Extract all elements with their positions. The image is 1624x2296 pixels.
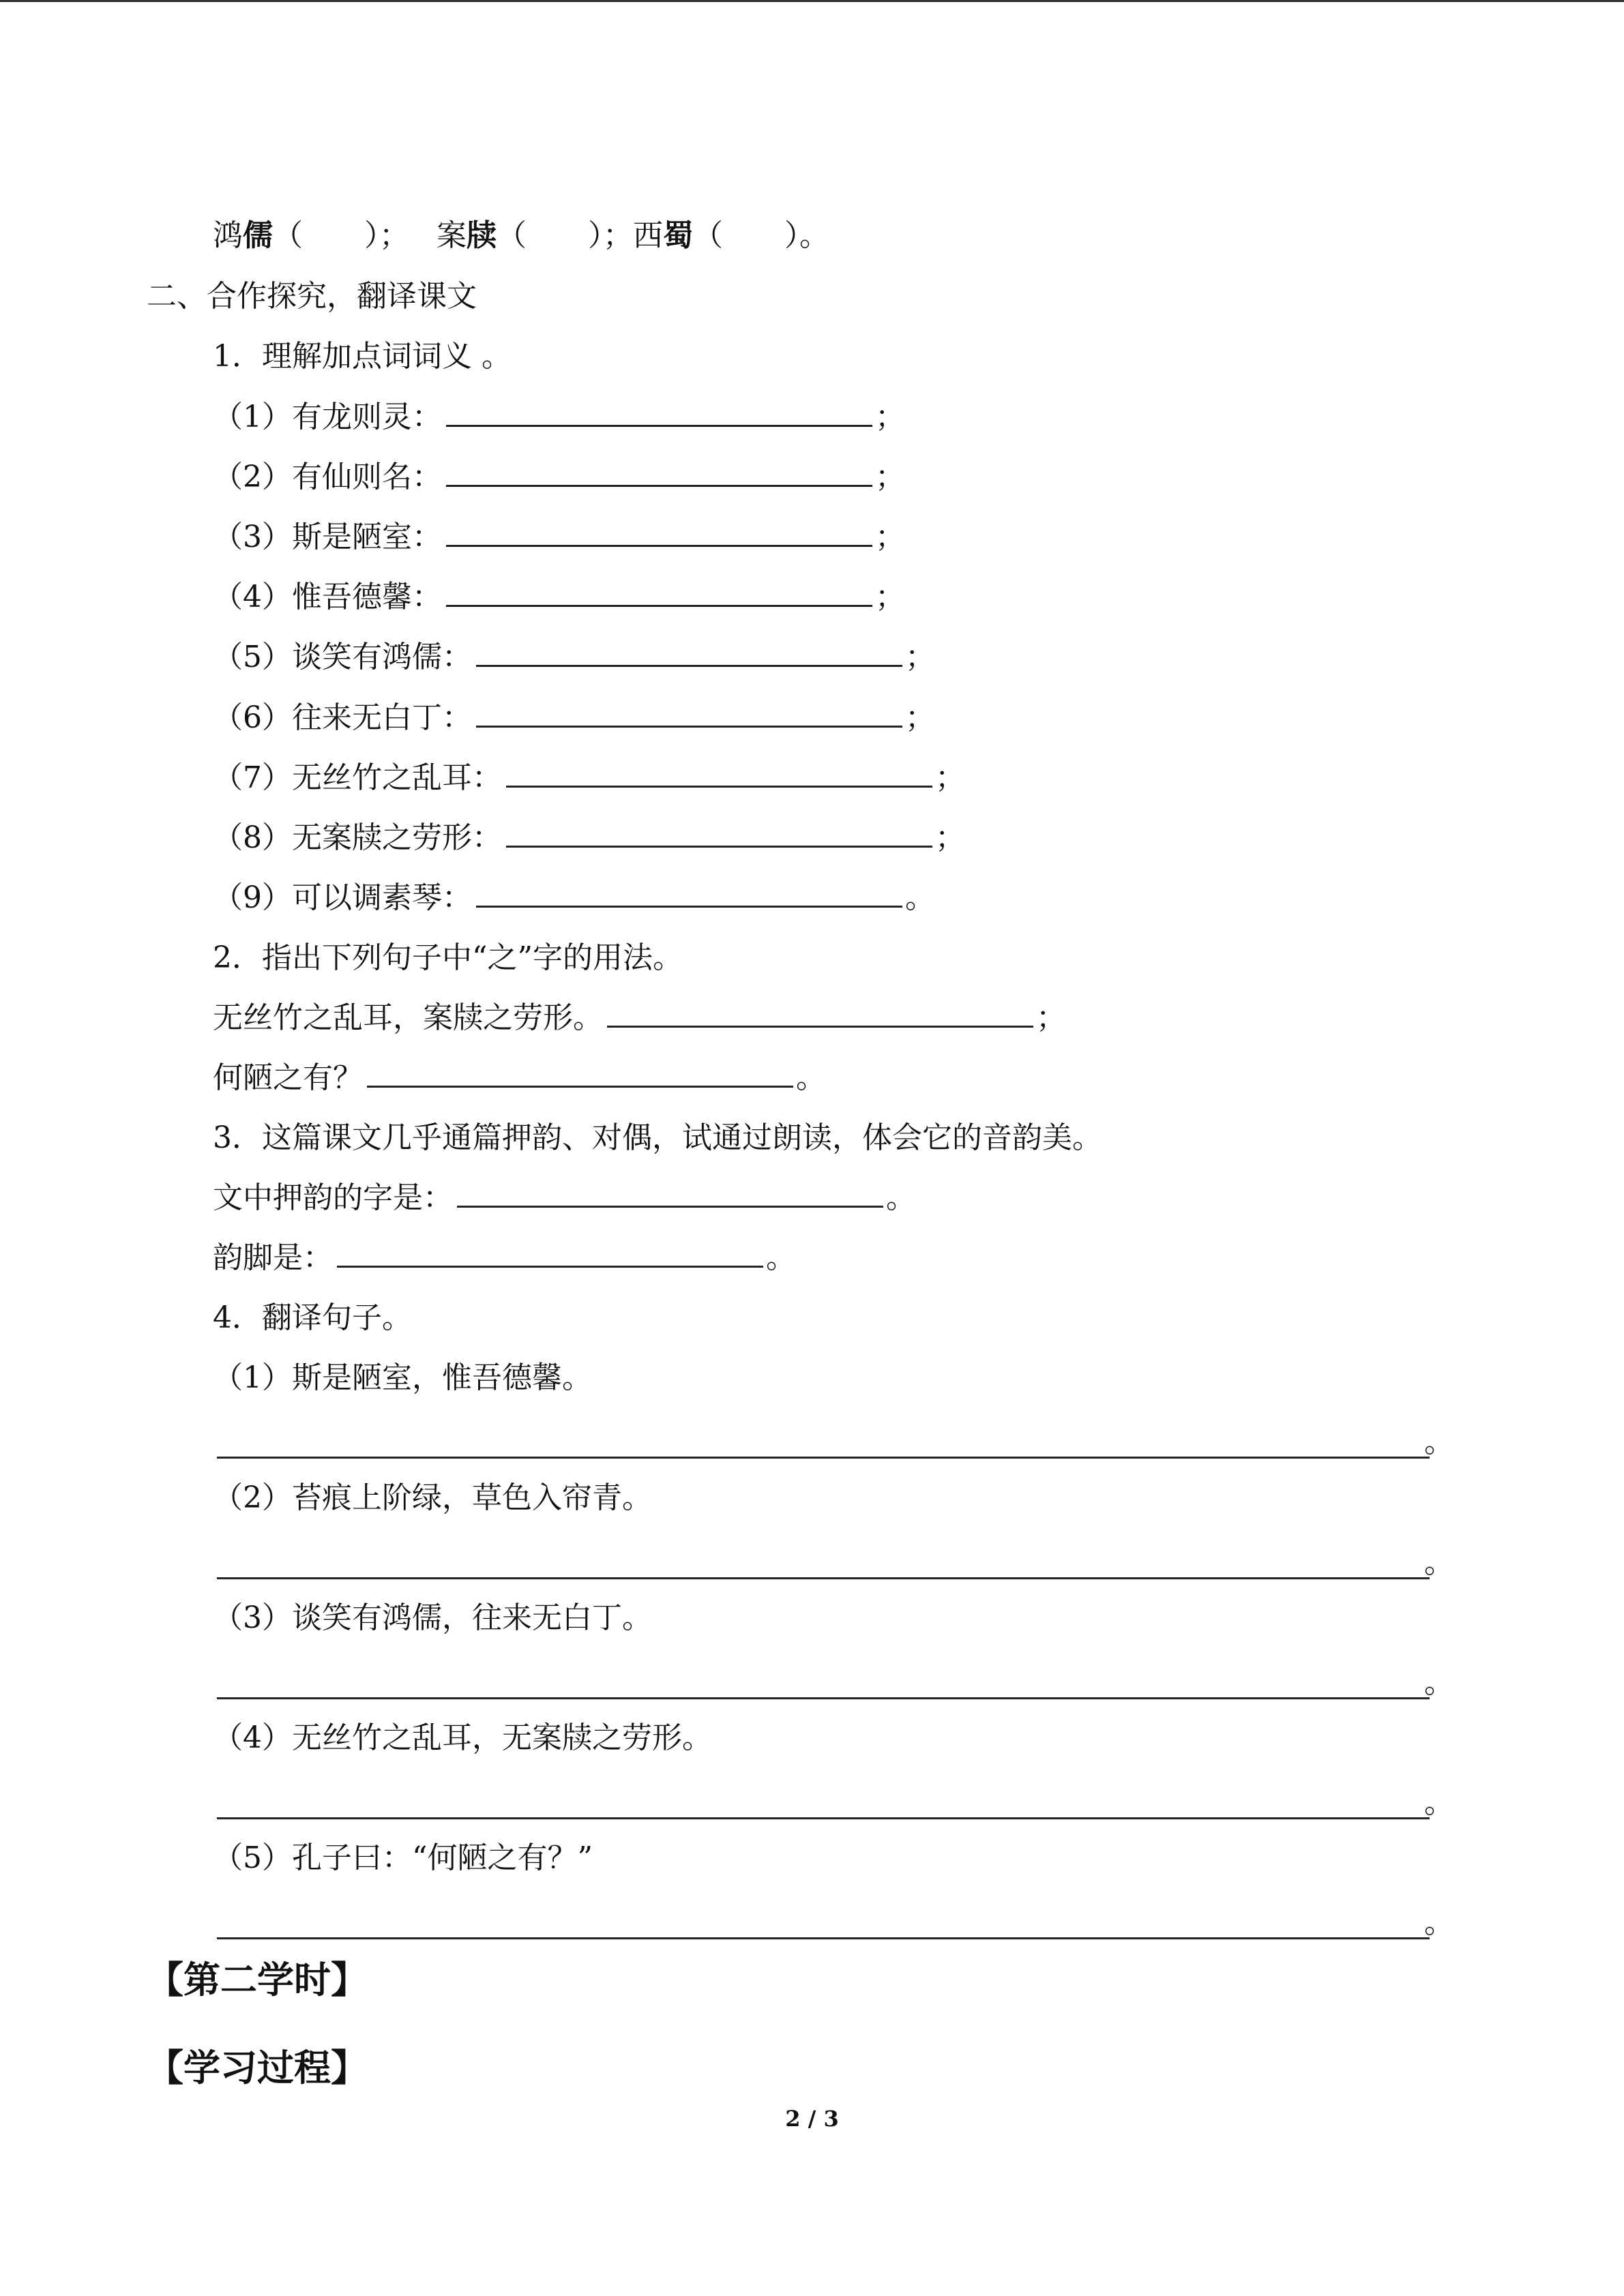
q2-item-label: 无丝竹之乱耳，案牍之劳形。 — [213, 1000, 603, 1035]
q4-end-5: 。 — [1424, 1905, 1454, 1940]
answer-blank[interactable] — [446, 578, 872, 607]
q4-end-4: 。 — [1424, 1785, 1454, 1820]
answer-blank[interactable] — [476, 878, 902, 908]
q4-sentence-3: （3）谈笑有鸿儒，往来无白丁。 — [213, 1600, 652, 1635]
word-hongru-bold: 儒 — [243, 218, 273, 253]
answer-blank[interactable] — [446, 458, 872, 487]
q1-item-3 — [213, 517, 905, 558]
q1-item-label: （8）无案牍之劳形： — [213, 820, 502, 855]
q3-item-1 — [213, 1178, 916, 1219]
answer-blank[interactable] — [367, 1058, 793, 1088]
translation-blank-4[interactable] — [217, 1790, 1430, 1819]
q1-item-6 — [213, 698, 935, 739]
q2-item-end: ； — [1036, 1000, 1066, 1035]
q1-item-end: ； — [905, 640, 935, 674]
q1-item-label: （9）可以调素琴： — [213, 880, 472, 915]
page-number: 2 / 3 — [785, 2106, 839, 2132]
word-hongru-plain: 鸿 — [213, 218, 243, 253]
q2-item-1 — [213, 998, 1066, 1039]
paren-close-3: ）。 — [784, 218, 829, 253]
answer-blank[interactable] — [446, 398, 872, 427]
answer-blank[interactable] — [457, 1178, 883, 1208]
answer-blank[interactable] — [506, 758, 932, 788]
q1-item-7 — [213, 758, 965, 799]
q4-title: 4．翻译句子。 — [213, 1300, 412, 1335]
translation-blank-3[interactable] — [217, 1670, 1430, 1699]
q1-item-label: （2）有仙则名： — [213, 460, 442, 494]
q1-item-label: （1）有龙则灵： — [213, 400, 442, 434]
q1-item-end: 。 — [905, 880, 935, 915]
q1-item-5 — [213, 637, 935, 678]
answer-blank[interactable] — [476, 698, 902, 728]
paren-close-1: ）； — [364, 218, 409, 253]
answer-blank[interactable] — [607, 998, 1033, 1028]
paren-open-3: （ — [693, 218, 723, 253]
q1-item-4 — [213, 577, 905, 618]
q4-end-3: 。 — [1424, 1665, 1454, 1700]
word-xishu-bold: 蜀 — [663, 218, 693, 253]
translation-blank-5[interactable] — [217, 1910, 1430, 1939]
q1-item-label: （7）无丝竹之乱耳： — [213, 760, 502, 795]
word-andu-plain: 案 — [437, 218, 467, 253]
q4-sentence-4: （4）无丝竹之乱耳，无案牍之劳形。 — [213, 1720, 712, 1755]
answer-blank[interactable] — [446, 518, 872, 547]
q4-sentence-1: （1）斯是陋室，惟吾德馨。 — [213, 1360, 592, 1395]
q4-sentence-2: （2）苔痕上阶绿，草色入帘青。 — [213, 1480, 652, 1515]
q1-item-label: （3）斯是陋室： — [213, 520, 442, 554]
q1-title: 1．理解加点词词义 。 — [213, 339, 512, 374]
q2-item-label: 何陋之有？ — [213, 1060, 363, 1095]
q1-item-end: ； — [875, 520, 905, 554]
q1-item-end: ； — [875, 580, 905, 614]
heading-second-session: 【第二学时】 — [147, 1958, 368, 2001]
q2-item-2 — [213, 1058, 826, 1099]
q3-item-label: 韵脚是： — [213, 1240, 333, 1275]
q4-end-2: 。 — [1424, 1545, 1454, 1580]
q3-item-label: 文中押韵的字是： — [213, 1180, 453, 1215]
q3-item-2 — [213, 1238, 796, 1279]
q4-end-1: 。 — [1424, 1425, 1454, 1459]
q1-item-end: ； — [935, 760, 965, 795]
q2-item-end: 。 — [796, 1060, 826, 1095]
answer-blank[interactable] — [337, 1238, 763, 1268]
answer-blank[interactable] — [476, 638, 902, 667]
translation-blank-1[interactable] — [217, 1429, 1430, 1459]
section-title: 二、合作探究，翻译课文 — [147, 279, 477, 314]
q4-sentence-5: （5）孔子曰：“何陋之有？” — [213, 1840, 593, 1875]
word-xishu-plain: 西 — [633, 218, 663, 253]
pinyin-fill-line — [213, 215, 829, 256]
answer-blank[interactable] — [506, 818, 932, 848]
q1-item-end: ； — [935, 820, 965, 855]
q1-item-end: ； — [905, 700, 935, 735]
q1-item-1 — [213, 397, 905, 438]
q1-item-9 — [213, 878, 935, 919]
q1-item-end: ； — [875, 400, 905, 434]
q2-title: 2．指出下列句子中“之”字的用法。 — [213, 940, 683, 975]
q3-title: 3．这篇课文几乎通篇押韵、对偶，试通过朗读，体会它的音韵美。 — [213, 1120, 1102, 1155]
q1-item-2 — [213, 457, 905, 498]
q1-item-label: （5）谈笑有鸿儒： — [213, 640, 472, 674]
q1-item-end: ； — [875, 460, 905, 494]
q3-item-end: 。 — [886, 1180, 916, 1215]
q3-item-end: 。 — [766, 1240, 796, 1275]
q1-item-label: （6）往来无白丁： — [213, 700, 472, 735]
q1-item-8 — [213, 818, 965, 859]
paren-close-2: ）； — [588, 218, 633, 253]
translation-blank-2[interactable] — [217, 1550, 1430, 1579]
paren-open-1: （ — [273, 218, 303, 253]
paren-open-2: （ — [497, 218, 527, 253]
word-andu-bold: 牍 — [467, 218, 497, 253]
q1-item-label: （4）惟吾德馨： — [213, 580, 442, 614]
heading-learning-process: 【学习过程】 — [147, 2046, 368, 2089]
